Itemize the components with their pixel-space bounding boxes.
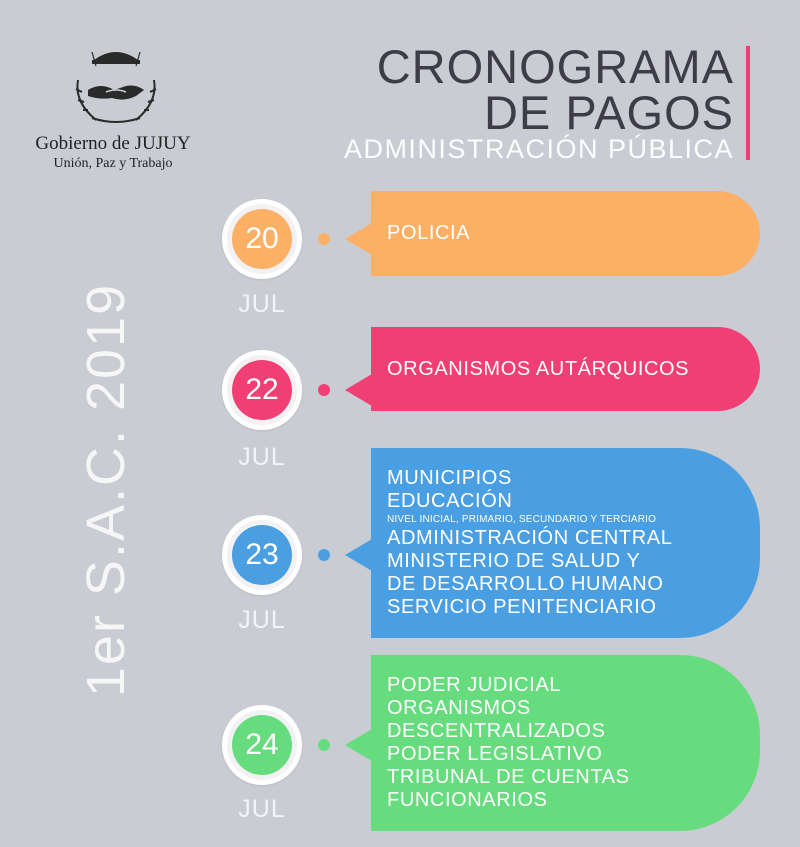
banner-pointer xyxy=(345,539,372,571)
date-month: JUL xyxy=(238,443,286,471)
schedule-banner xyxy=(371,327,760,411)
schedule-banner xyxy=(371,191,760,276)
banner-item: TRIBUNAL DE CUENTAS xyxy=(387,766,630,788)
banner-item: MINISTERIO DE SALUD Y xyxy=(387,550,641,572)
date-month: JUL xyxy=(238,606,286,634)
page-title xyxy=(376,40,734,139)
banner-item: POLICIA xyxy=(387,222,471,244)
banner-item: SERVICIO PENITENCIARIO xyxy=(387,596,657,618)
page-subtitle: ADMINISTRACIÓN PÚBLICA xyxy=(343,134,734,164)
logo-motto: Unión, Paz y Trabajo xyxy=(53,156,173,171)
title-line-2: DE PAGOS xyxy=(483,86,734,139)
date-day: 24 xyxy=(232,715,292,775)
banner-item: PODER JUDICIAL xyxy=(387,674,561,696)
banner-item: ORGANISMOS AUTÁRQUICOS xyxy=(387,357,690,380)
connector-dot xyxy=(318,233,330,245)
handshake-seal-icon xyxy=(56,40,176,130)
banner-item: ORGANISMOS xyxy=(387,697,531,719)
banner-item: ADMINISTRACIÓN CENTRAL xyxy=(387,527,673,549)
connector-dot xyxy=(318,739,330,751)
banner-item: MUNICIPIOS xyxy=(387,467,512,489)
date-month: JUL xyxy=(238,795,286,823)
banner-pointer xyxy=(345,374,372,406)
date-circle xyxy=(222,350,302,430)
logo-name: Gobierno de JUJUY xyxy=(35,133,191,154)
title-line-1: CRONOGRAMA xyxy=(376,40,734,93)
banner-item: EDUCACIÓN xyxy=(387,490,513,512)
title-accent-bar xyxy=(746,46,750,160)
banner-note: NIVEL INICIAL, PRIMARIO, SECUNDARIO Y TERCIARIO xyxy=(387,514,657,525)
date-day: 23 xyxy=(232,525,292,585)
connector-dot xyxy=(318,549,330,561)
banner-item: FUNCIONARIOS xyxy=(387,789,548,811)
connector-dot xyxy=(318,384,330,396)
banner-item: PODER LEGISLATIVO xyxy=(387,743,603,765)
date-circle xyxy=(222,515,302,595)
date-month: JUL xyxy=(238,290,286,318)
banner-pointer xyxy=(345,223,372,255)
banner-pointer xyxy=(345,729,372,761)
schedule-banner xyxy=(371,655,760,831)
date-day: 22 xyxy=(232,360,292,420)
side-label: 1er S.A.C. 2019 xyxy=(76,282,136,698)
date-circle xyxy=(222,199,302,279)
banner-item: DE DESARROLLO HUMANO xyxy=(387,573,664,595)
schedule-banner xyxy=(371,448,760,638)
date-circle xyxy=(222,705,302,785)
banner-item: DESCENTRALIZADOS xyxy=(387,720,606,742)
government-logo xyxy=(28,40,208,170)
date-day: 20 xyxy=(232,209,292,269)
